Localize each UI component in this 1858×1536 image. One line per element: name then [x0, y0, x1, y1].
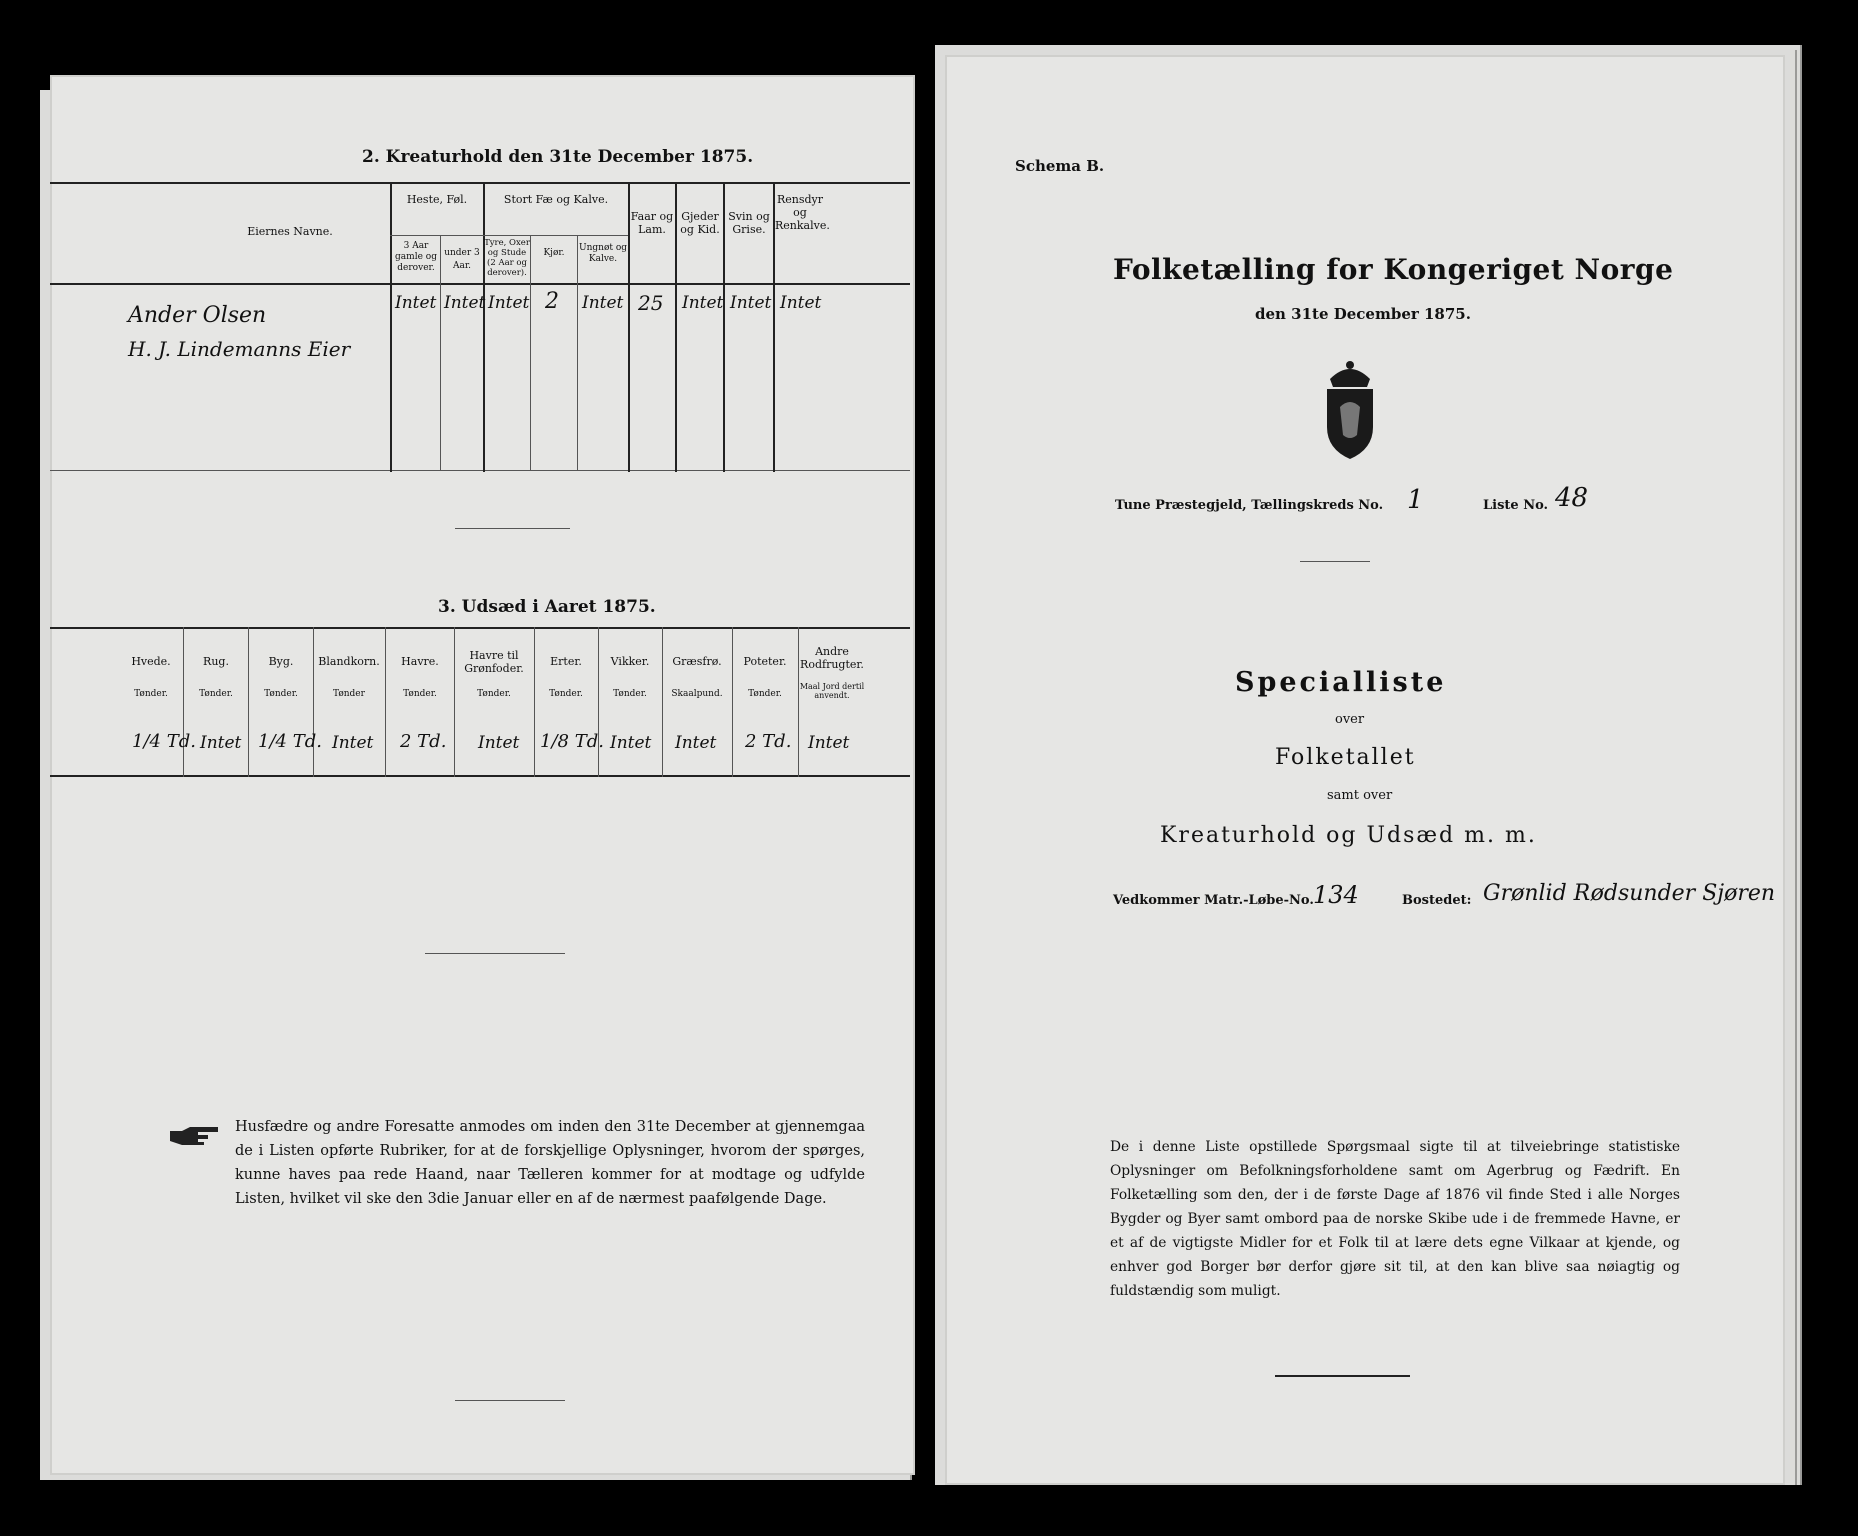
unit-label: Tønder. [748, 689, 782, 699]
right-page [945, 55, 1785, 1485]
col-havre: Havre. [401, 655, 439, 668]
col-owner-header: Eiernes Navne. [247, 225, 333, 238]
unit-label: Skaalpund. [671, 689, 723, 699]
left-page [50, 75, 915, 1475]
col-stort-sub2: Kjør. [543, 248, 565, 258]
form-date: den 31te December 1875. [1255, 305, 1471, 323]
col-havre-gronfoder: Havre til Grønfoder. [464, 649, 524, 675]
coat-of-arms-icon [1315, 357, 1385, 462]
unit-label: Tønder. [549, 689, 583, 699]
col-stort-header: Stort Fæ og Kalve. [503, 193, 609, 206]
schema-label: Schema B. [1015, 157, 1105, 175]
bosted-label: Bostedet: [1402, 893, 1472, 908]
col-gjeder-header: Gjeder og Kid. [680, 210, 720, 236]
section3-heading: 3. Udsæd i Aaret 1875. [438, 597, 656, 617]
liste-label: Liste No. [1483, 498, 1549, 513]
section2-heading: 2. Kreaturhold den 31te December 1875. [362, 147, 754, 167]
samt-over-label: samt over [1327, 788, 1393, 803]
owner-name-2: H. J. Lindemanns Eier [128, 337, 351, 361]
col-hvede: Hvede. [131, 655, 171, 668]
parish-number: 1 [1407, 485, 1424, 515]
sowing-value: Intet [675, 733, 717, 753]
sowing-value: Intet [332, 733, 374, 753]
purpose-paragraph: De i denne Liste opstillede Spørgsmaal sigte til at tilveiebringe statistiske Oplysninger om Befolkningsforholdene samt om Agerbrug og Fædrift. En Folketælling som den, der i de første Dage af 1876 vil finde Sted i alle Norges Bygder og Byer samt ombord paa de norske Skibe ude i de fremmede Havne, er et af de vigtigste Midler for et Folk til at lære dets egne Vilkaar at kjende, og enhver god Borger bør derfor gjøre sit til, at den kan blive saa nøiagtig og fuldstændig som muligt. [1110, 1139, 1680, 1299]
livestock-value: Intet [488, 293, 530, 313]
col-svin-header: Svin og Grise. [728, 210, 770, 236]
col-faar-header: Faar og Lam. [630, 210, 674, 236]
divider [455, 1400, 565, 1401]
livestock-value: Intet [682, 293, 724, 313]
col-blandkorn: Blandkorn. [318, 655, 380, 668]
unit-label: Tønder. [199, 689, 233, 699]
sowing-value: Intet [610, 733, 652, 753]
col-rensdyr-header: Rensdyr og Renkalve. [775, 193, 830, 232]
kreaturhold-label: Kreaturhold og Udsæd m. m. [1160, 823, 1537, 848]
livestock-value: Intet [582, 293, 624, 313]
unit-label: Tønder. [477, 689, 511, 699]
unit-label: Tønder [333, 689, 365, 699]
form-title: Folketælling for Kongeriget Norge [1113, 253, 1674, 286]
col-byg: Byg. [268, 655, 294, 668]
matr-number: 134 [1313, 881, 1359, 909]
folketallet-label: Folketallet [1275, 745, 1416, 770]
unit-label: Tønder. [264, 689, 298, 699]
owner-name-1: Ander Olsen [128, 303, 267, 328]
livestock-value: Intet [444, 293, 486, 313]
pointing-hand-icon [168, 1125, 223, 1147]
sowing-value: 1/4 Td. [258, 731, 322, 752]
livestock-value: Intet [730, 293, 772, 313]
col-andre-rodfrugter: Andre Rodfrugter. [800, 645, 864, 671]
unit-label: Tønder. [134, 689, 168, 699]
sowing-value: 2 Td. [400, 731, 447, 752]
col-heste-sub2: under 3 Aar. [444, 248, 480, 271]
col-poteter: Poteter. [743, 655, 787, 668]
specialliste-title: Specialliste [1235, 667, 1447, 698]
livestock-value: Intet [395, 293, 437, 313]
col-vikker: Vikker. [610, 655, 650, 668]
col-stort-sub1: Tyre, Oxer og Stude (2 Aar og derover). [484, 238, 530, 278]
sowing-value: 1/8 Td. [540, 731, 604, 752]
sowing-value: Intet [478, 733, 520, 753]
col-graesfro: Græsfrø. [672, 655, 722, 668]
liste-number: 48 [1555, 483, 1589, 513]
divider [455, 528, 570, 529]
sowing-value: Intet [200, 733, 242, 753]
sowing-value: 2 Td. [745, 731, 792, 752]
unit-label: Tønder. [613, 689, 647, 699]
unit-label: Maal Jord dertil anvendt. [799, 682, 865, 700]
sowing-value: Intet [808, 733, 850, 753]
col-heste-sub1: 3 Aar gamle og derover. [395, 241, 437, 273]
divider [1300, 561, 1370, 562]
matr-label: Vedkommer Matr.-Løbe-No. [1113, 893, 1314, 908]
bosted-value: Grønlid Rødsunder Sjøren [1483, 881, 1776, 906]
instructions-notice: Husfædre og andre Foresatte anmodes om inden den 31te December at gjennemgaa de i Listen opførte Rubriker, for at de forskjellige Oplysninger, hvorom der spørges, kunne haves paa rede Haand, naar Tælleren kommer for at modtage og udfylde Listen, hvilket vil ske den 3die Januar eller en af de nærmest paafølgende Dage. [235, 1119, 865, 1207]
divider [1275, 1375, 1410, 1377]
livestock-value: Intet [780, 293, 822, 313]
col-heste-header: Heste, Føl. [406, 193, 468, 206]
over-label: over [1335, 712, 1365, 727]
divider [425, 953, 565, 954]
unit-label: Tønder. [403, 689, 437, 699]
livestock-value: 25 [638, 291, 664, 315]
col-erter: Erter. [550, 655, 582, 668]
col-stort-sub3: Ungnøt og Kalve. [579, 243, 628, 264]
sowing-value: 1/4 Td. [132, 731, 196, 752]
col-rug: Rug. [203, 655, 229, 668]
livestock-value: 2 [545, 289, 559, 314]
parish-label: Tune Præstegjeld, Tællingskreds No. [1115, 498, 1384, 513]
